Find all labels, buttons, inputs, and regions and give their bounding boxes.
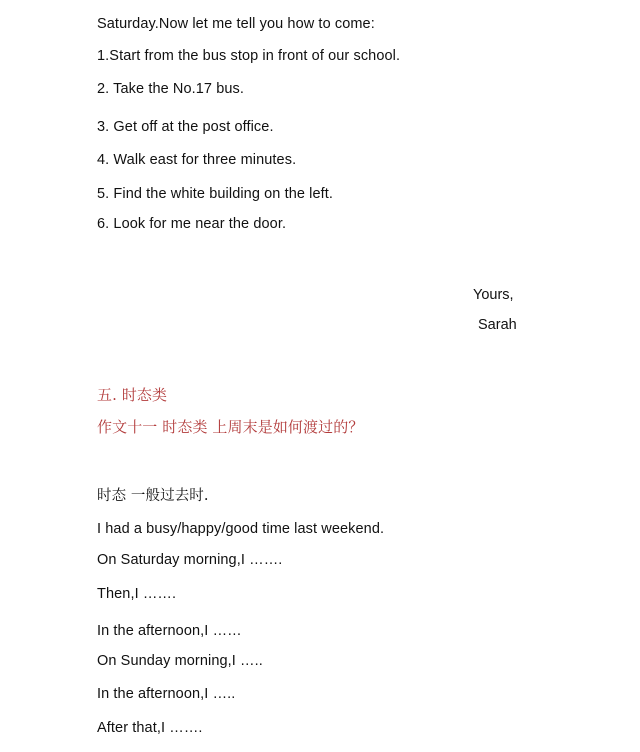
letter-signature: Sarah: [478, 317, 517, 333]
template-line: On Saturday morning,I …….: [97, 552, 283, 568]
tense-note: 时态 一般过去时.: [97, 488, 209, 504]
template-line: I had a busy/happy/good time last weekend.: [97, 521, 385, 537]
letter-step-4: 4. Walk east for three minutes.: [97, 152, 297, 168]
template-line: In the afternoon,I …..: [97, 686, 236, 702]
template-line: On Sunday morning,I …..: [97, 653, 263, 669]
section-subheading: 作文十一 时态类 上周末是如何渡过的？: [97, 418, 364, 436]
template-line: After that,I …….: [97, 720, 203, 736]
letter-step-2: 2. Take the No.17 bus.: [97, 81, 245, 97]
template-line: In the afternoon,I ……: [97, 623, 242, 639]
letter-step-6: 6. Look for me near the door.: [97, 216, 287, 232]
letter-step-1: 1.Start from the bus stop in front of our school.: [97, 48, 401, 64]
letter-step-3: 3. Get off at the post office.: [97, 119, 274, 135]
letter-closing: Yours,: [473, 287, 514, 303]
section-heading: 五. 时态类: [97, 386, 168, 404]
letter-intro: Saturday.Now let me tell you how to come:: [97, 16, 375, 32]
template-line: Then,I …….: [97, 586, 177, 602]
letter-step-5: 5. Find the white building on the left.: [97, 186, 334, 202]
